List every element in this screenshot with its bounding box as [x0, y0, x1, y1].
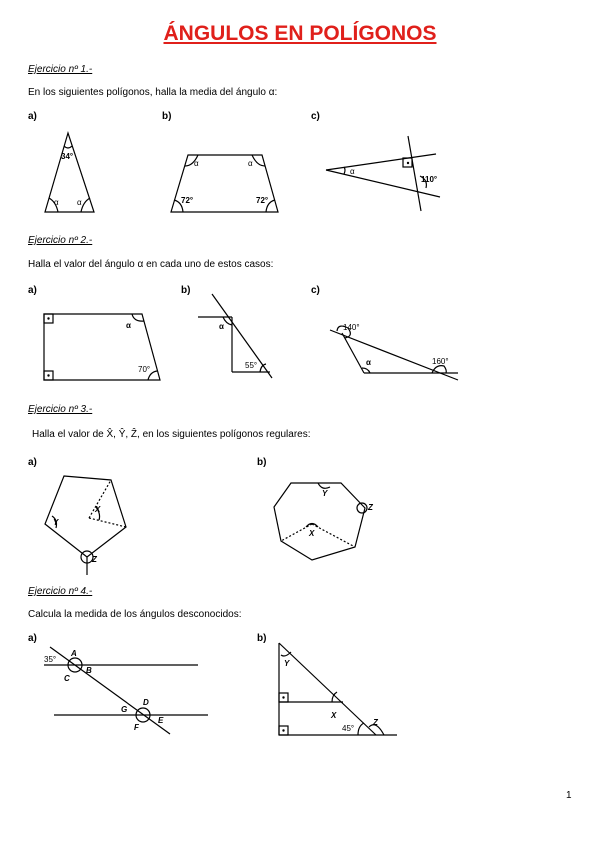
ex2a-dot-bottom: [47, 374, 49, 376]
ex2c-angle1: 140°: [343, 323, 360, 332]
ex4-label-b: b): [257, 633, 267, 644]
ex1c-line-cross: [408, 136, 421, 211]
ex3b-z: Z: [368, 503, 373, 512]
ex3b-radius1: [281, 524, 312, 541]
page-title: ÁNGULOS EN POLÍGONOS: [163, 22, 437, 45]
ex4b-hypotenuse: [279, 643, 376, 735]
ex1a-top-arc: [64, 146, 72, 148]
ex3a-z: Z: [92, 555, 97, 564]
ex2b-angle: 55°: [245, 361, 258, 370]
ex1c-angle: 110°: [421, 175, 438, 184]
ex1-heading: Ejercicio nº 1.-: [28, 64, 93, 75]
ex3b-y-arc: [318, 483, 330, 488]
ex1a-alpha-right: α: [77, 198, 82, 207]
ex4a-D: D: [143, 698, 149, 707]
ex3-label-a: a): [28, 457, 37, 468]
ex4a-A: A: [71, 649, 77, 658]
ex4b-y: Y: [284, 659, 290, 668]
ex2c-alpha: α: [366, 358, 371, 367]
ex2-label-c: c): [311, 285, 320, 296]
ex4a-G: G: [121, 705, 128, 714]
ex4b-x: X: [331, 711, 337, 720]
ex1b-angle-left: 72°: [181, 196, 194, 205]
ex4b-y-arc: [281, 652, 291, 656]
ex4a-B: B: [86, 666, 92, 675]
ex2c-160-arc: [432, 366, 446, 373]
ex4a-C: C: [64, 674, 70, 683]
ex1c-alpha: α: [350, 167, 355, 176]
ex1a-right-arc: [81, 198, 90, 212]
ex1-label-c: c): [311, 111, 320, 122]
ex3a-radius2: [89, 518, 126, 527]
ex1-statement: En los siguientes polígonos, halla la media del ángulo α:: [28, 87, 278, 98]
ex4b-dot-bottom: [282, 729, 284, 731]
ex4b-given: 45°: [342, 724, 355, 733]
ex4b-45-arc: [358, 723, 364, 735]
ex1-label-a: a): [28, 111, 37, 122]
ex3b-heptagon: [274, 483, 365, 560]
ex4a-E: E: [158, 716, 164, 725]
ex3a-pentagon: [45, 476, 126, 557]
ex2-label-b: b): [181, 285, 191, 296]
ex3-statement: Halla el valor de X̂, Ŷ, Ẑ, en los siguientes polígonos regulares:: [32, 429, 311, 440]
ex4-statement: Calcula la medida de los ángulos desconocidos:: [28, 609, 242, 620]
ex4b-dot-top: [282, 696, 284, 698]
ex1a-top-angle: 34°: [61, 152, 74, 161]
ex2-heading: Ejercicio nº 2.-: [28, 235, 93, 246]
ex2c-angle2: 160°: [432, 357, 449, 366]
ex3b-radius2: [312, 524, 355, 547]
ex1c-right-angle-dot: [407, 162, 409, 164]
ex3b-x: X: [309, 529, 315, 538]
ex1c-alpha-arc: [344, 167, 345, 174]
ex1c-line-top: [326, 154, 436, 170]
ex2b-alpha: α: [219, 322, 224, 331]
ex2a-alpha: α: [126, 321, 131, 330]
ex4a-transversal: [50, 647, 170, 734]
ex2-label-a: a): [28, 285, 37, 296]
ex1b-alpha-right: α: [248, 159, 253, 168]
ex1b-angle-right: 72°: [256, 196, 269, 205]
ex1a-alpha-left: α: [54, 198, 59, 207]
ex2-statement: Halla el valor del ángulo α en cada uno de estos casos:: [28, 259, 274, 270]
ex2a-dot-top: [47, 317, 49, 319]
ex1b-alpha-left: α: [194, 159, 199, 168]
ex3a-y: Y: [53, 518, 59, 527]
ex3-label-b: b): [257, 457, 267, 468]
page-number: 1: [566, 790, 572, 801]
ex3-heading: Ejercicio nº 3.-: [28, 404, 93, 415]
ex4-label-a: a): [28, 633, 37, 644]
ex1-label-b: b): [162, 111, 172, 122]
ex4a-given: 35°: [44, 655, 57, 664]
ex4-heading: Ejercicio nº 4.-: [28, 586, 93, 597]
ex4b-z: Z: [373, 718, 378, 727]
ex2a-angle: 70°: [138, 365, 151, 374]
ex4a-F: F: [134, 723, 139, 732]
ex3a-x: X: [95, 505, 101, 514]
ex3b-y: Y: [322, 489, 328, 498]
